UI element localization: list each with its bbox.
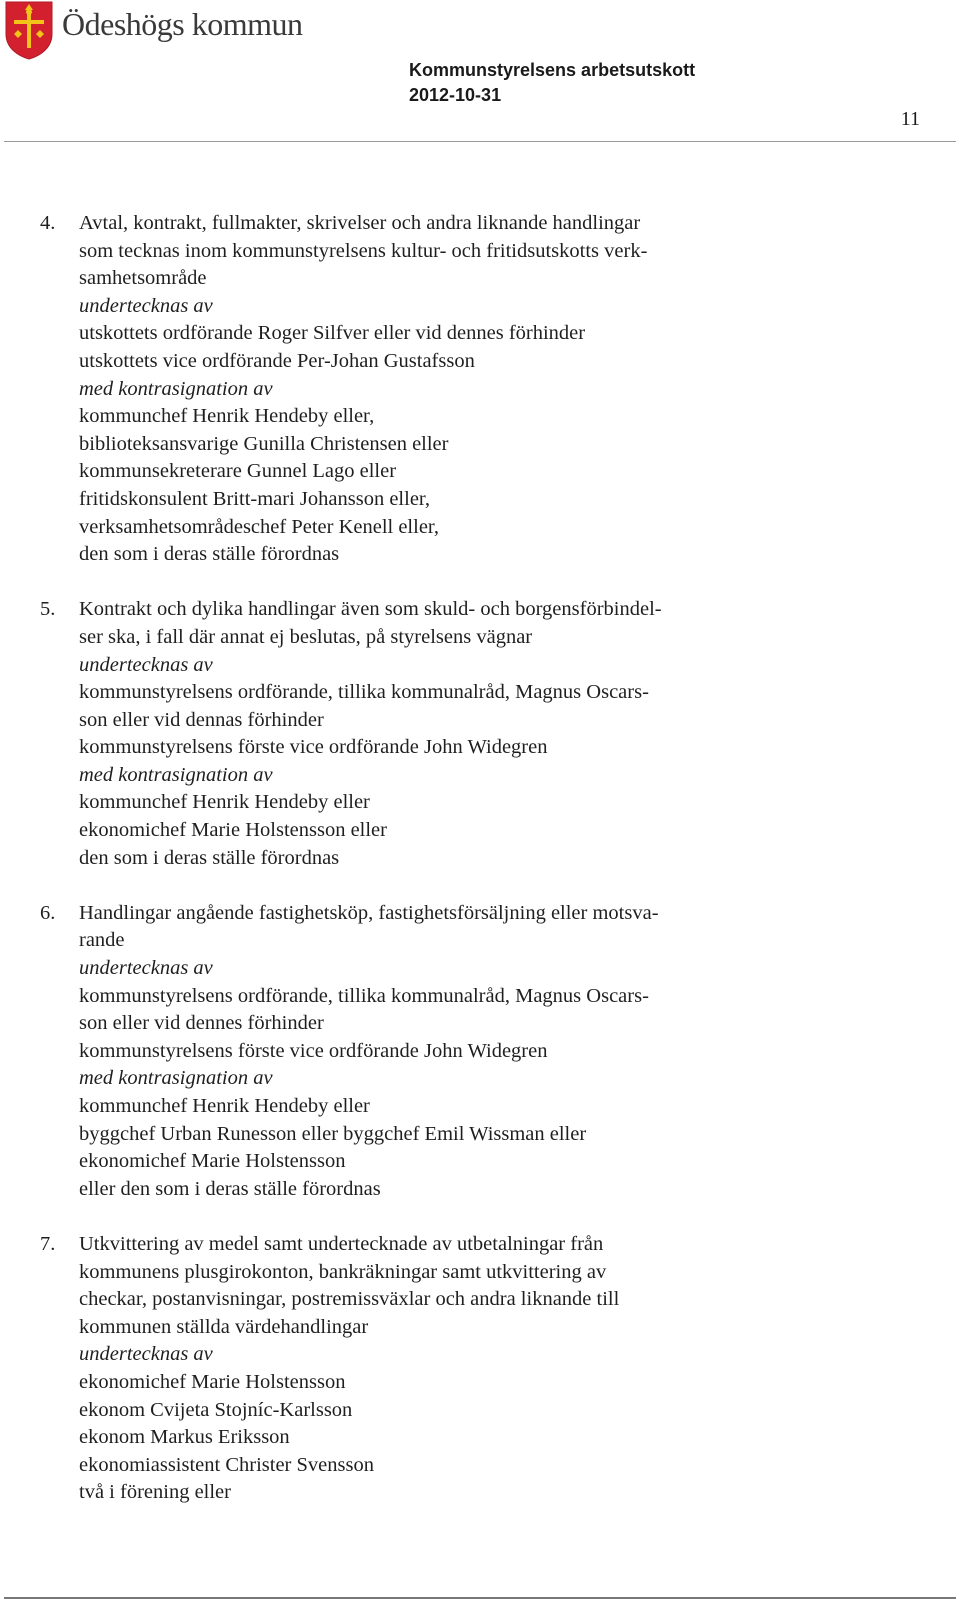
page-number: 11 [900, 108, 920, 130]
list-item [0, 596, 960, 872]
text-line: den som i deras ställe förordnas [79, 543, 340, 566]
text-line: Utkvittering av medel samt undertecknade av utbetalningar från [79, 1232, 604, 1255]
text-line: biblioteksansvarige Gunilla Christensen eller [79, 432, 449, 455]
text-line: kommunsekreterare Gunnel Lago eller [79, 460, 397, 483]
text-line: två i förening eller [79, 1481, 231, 1504]
text-line: kommunstyrelsens förste vice ordförande John Widegren [79, 736, 548, 759]
signatory-heading: undertecknas av [79, 957, 213, 980]
list-item-number: 4. [40, 212, 56, 234]
list-item-number: 5. [40, 598, 56, 621]
text-line: eller den som i deras ställe förordnas [79, 1177, 381, 1200]
text-line: ekonomiassistent Christer Svensson [79, 1453, 374, 1476]
signatory-heading: undertecknas av [79, 653, 213, 676]
text-line: kommunen ställda värdehandlingar [79, 1315, 369, 1338]
text-line: Handlingar angående fastighetsköp, fastighetsförsäljning eller motsva- [79, 901, 659, 924]
text-line: checkar, postanvisningar, postremissväxlar och andra liknande till [79, 1288, 620, 1311]
meeting-date: 2012-10-31 [409, 85, 502, 105]
signatory-heading: undertecknas av [79, 1343, 213, 1366]
text-line: den som i deras ställe förordnas [79, 846, 340, 869]
text-line: Kontrakt och dylika handlingar även som skuld- och borgensförbindel- [79, 598, 662, 621]
text-line: kommunstyrelsens förste vice ordförande John Widegren [79, 1039, 548, 1062]
municipal-coat-of-arms-icon [4, 0, 54, 60]
text-line: ekonomichef Marie Holstensson eller [79, 819, 387, 842]
text-line: samhetsområde [79, 267, 207, 290]
text-line: byggchef Urban Runesson eller byggchef Emil Wissman eller [79, 1122, 587, 1145]
text-line: kommunchef Henrik Hendeby eller, [79, 405, 375, 428]
text-line: son eller vid dennas förhinder [79, 708, 324, 731]
text-line: ekonom Markus Eriksson [79, 1426, 290, 1449]
list-item-number: 7. [40, 1232, 56, 1255]
text-line: son eller vid dennes förhinder [79, 1012, 324, 1035]
text-line: kommunstyrelsens ordförande, tillika kommunalråd, Magnus Oscars- [79, 984, 649, 1007]
text-line: ekonom Cvijeta Stojníc-Karlsson [79, 1398, 353, 1421]
list-item [0, 900, 960, 1204]
text-line: ekonomichef Marie Holstensson [79, 1150, 346, 1173]
signatory-heading: undertecknas av [79, 294, 213, 317]
signatory-heading: med kontrasignation av [79, 763, 273, 786]
text-line: fritidskonsulent Britt-mari Johansson eller, [79, 487, 431, 510]
committee-name: Kommunstyrelsens arbetsutskott [409, 60, 696, 80]
text-line: ekonomichef Marie Holstensson [79, 1370, 346, 1393]
text-line: kommunstyrelsens ordförande, tillika kommunalråd, Magnus Oscars- [79, 681, 649, 704]
list-item-number: 6. [40, 901, 56, 924]
text-line: rande [79, 929, 125, 952]
text-line: kommunens plusgirokonton, bankräkningar samt utkvittering av [79, 1260, 607, 1283]
organization-name: Ödeshögs kommun [62, 6, 303, 42]
text-line: utskottets vice ordförande Per-Johan Gustafsson [79, 349, 475, 372]
signatory-heading: med kontrasignation av [79, 377, 273, 400]
document-body [0, 210, 960, 1535]
signatory-heading: med kontrasignation av [79, 1067, 273, 1090]
text-line: kommunchef Henrik Hendeby eller [79, 791, 370, 814]
text-line: Avtal, kontrakt, fullmakter, skrivelser och andra liknande handlingar [79, 212, 641, 234]
text-line: som tecknas inom kommunstyrelsens kultur- och fritidsutskotts verk- [79, 239, 648, 262]
text-line: kommunchef Henrik Hendeby eller [79, 1095, 370, 1117]
page-header [0, 0, 960, 142]
footer-divider [4, 1597, 956, 1599]
header-divider [4, 141, 956, 142]
text-line: ser ska, i fall där annat ej beslutas, på styrelsens vägnar [79, 625, 533, 648]
text-line: utskottets ordförande Roger Silfver eller vid dennes förhinder [79, 322, 586, 345]
list-item [0, 210, 960, 569]
list-item [0, 1231, 960, 1507]
text-line: verksamhetsområdeschef Peter Kenell eller, [79, 515, 440, 538]
